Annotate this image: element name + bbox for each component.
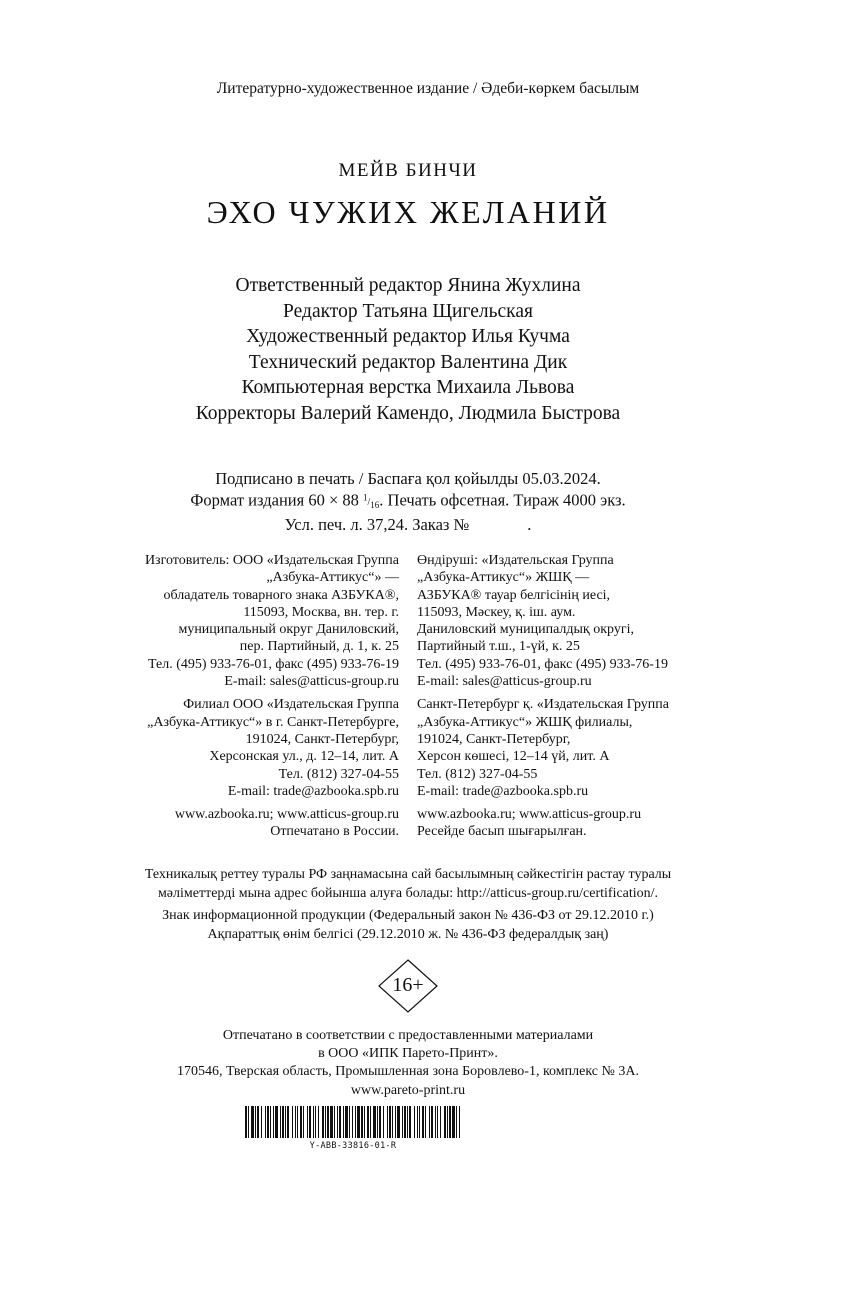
printer-website: www.pareto-print.ru — [350, 1082, 466, 1098]
barcode-bar — [275, 1106, 278, 1138]
branch-ru-line: 191024, Санкт-Петербург, — [245, 731, 399, 747]
format-prefix: Формат издания 60 × 88 — [190, 489, 359, 509]
print-info — [0, 469, 816, 535]
barcode-bar — [337, 1106, 338, 1138]
barcode-bar — [303, 1106, 304, 1138]
book-title: ЭХО ЧУЖИХ ЖЕЛАНИЙ — [206, 194, 610, 230]
barcode-bar — [377, 1106, 378, 1138]
manufacturer-kz-line: Даниловский муниципалдық округі, — [417, 622, 634, 638]
format-line — [0, 489, 816, 516]
branch-kz-email: E-mail: trade@azbooka.spb.ru — [417, 783, 589, 799]
barcode-bar — [456, 1106, 457, 1138]
barcode-bar — [313, 1106, 314, 1138]
barcode-bar — [425, 1106, 426, 1138]
barcode-bar — [404, 1106, 406, 1138]
barcode-bar — [245, 1106, 247, 1138]
info-product-sign-ru: Знак информационной продукции (Федеральный закон № 436-ФЗ от 29.12.2010 г.) — [162, 908, 654, 923]
printed-in-kz: Ресейде басып шығарылған. — [417, 824, 587, 840]
printer-line: в ООО «ИПК Парето-Принт». — [318, 1046, 498, 1062]
manufacturer-ru-line: обладатель товарного знака АЗБУКА®, — [163, 587, 399, 603]
signed-date: Подписано в печать / Баспаға қол қойылды 05.03.2024. — [215, 469, 601, 488]
branch-kz-line: „Азбука-Аттикус“» ЖШҚ филиалы, — [417, 714, 633, 730]
format-denominator: 16 — [370, 499, 380, 510]
barcode-bar — [392, 1106, 393, 1138]
barcode-bar — [334, 1106, 335, 1138]
branch-ru-email: E-mail: trade@azbooka.spb.ru — [227, 783, 399, 799]
barcode-bar — [339, 1106, 341, 1138]
barcode-bar — [267, 1106, 269, 1138]
barcode-bar — [402, 1106, 403, 1138]
barcode-bar — [417, 1106, 418, 1138]
barcode-bar — [270, 1106, 271, 1138]
barcode-bar — [273, 1106, 274, 1138]
barcode-bar — [447, 1106, 448, 1138]
barcode-bar — [449, 1106, 451, 1138]
barcode-bar — [285, 1106, 286, 1138]
manufacturer-kz-line: Өндіруші: «Издательская Группа — [417, 553, 614, 568]
barcode-bar — [361, 1106, 363, 1138]
branch-kz-line: Санкт-Петербург қ. «Издательская Группа — [417, 697, 669, 713]
barcode-bar — [297, 1106, 298, 1138]
barcode-icon — [245, 1106, 461, 1138]
barcode-bar — [292, 1106, 293, 1138]
credit-line: Редактор Татьяна Щигельская — [283, 300, 533, 322]
barcode-bar — [287, 1106, 289, 1138]
barcode-bar — [422, 1106, 424, 1138]
barcode-bar — [318, 1106, 319, 1138]
manufacturer-ru-line: Тел. (495) 933-76-01, факс (495) 933-76-19 — [148, 656, 399, 672]
websites-ru: www.azbooka.ru; www.atticus-group.ru — [174, 807, 399, 823]
barcode-bar — [352, 1106, 353, 1138]
branch-ru-line: „Азбука-Аттикус“» в г. Санкт-Петербурге, — [147, 714, 399, 730]
barcode-bar — [280, 1106, 281, 1138]
credits-list — [0, 273, 816, 426]
certification-block — [0, 866, 816, 944]
manufacturer-ru-line: Изготовитель: ООО «Издательская Группа — [144, 553, 399, 568]
book-author: МЕЙВ БИНЧИ — [338, 160, 478, 181]
barcode-bar — [345, 1106, 348, 1138]
barcode-bar — [452, 1106, 455, 1138]
sheets-text: Усл. печ. л. 37,24. Заказ № — [284, 515, 470, 535]
barcode-bar — [330, 1106, 333, 1138]
barcode-bar — [370, 1106, 371, 1138]
printer-info — [0, 1027, 816, 1100]
format-numerator: 1 — [363, 492, 368, 503]
format-fraction: $^1/_{16}$ — [363, 492, 380, 510]
barcode-bar — [364, 1106, 365, 1138]
barcode-bar — [315, 1106, 316, 1138]
barcode-bar — [459, 1106, 460, 1138]
barcode-bar — [255, 1106, 256, 1138]
manufacturer-ru-line: „Азбука-Аттикус“» — — [266, 570, 399, 586]
format-suffix: . Печать офсетная. Тираж 4000 экз. — [379, 489, 626, 509]
barcode-bar — [349, 1106, 350, 1138]
branch-kz-line: Херсон көшесі, 12–14 үй, лит. А — [417, 749, 610, 765]
branch-ru-line: Филиал ООО «Издательская Группа — [183, 697, 399, 713]
barcode-bar — [251, 1106, 254, 1138]
barcode-bar — [395, 1106, 396, 1138]
barcode-bar — [357, 1106, 360, 1138]
sheets-line — [0, 515, 816, 535]
kazakh-column — [417, 552, 717, 841]
certification-line: мәліметтерді мына адрес бойынша алуға болады: http://atticus-group.ru/certification/. — [157, 885, 659, 901]
barcode-bar — [431, 1106, 433, 1138]
barcode-bar — [295, 1106, 296, 1138]
barcode-bar — [248, 1106, 249, 1138]
barcode-bar — [383, 1106, 384, 1138]
barcode-bar — [355, 1106, 356, 1138]
manufacturer-ru-line: муниципальный округ Даниловский, — [178, 622, 399, 638]
barcode-bar — [327, 1106, 329, 1138]
barcode-bar — [429, 1106, 430, 1138]
printer-line: Отпечатано в соответствии с предоставленными материалами — [222, 1028, 594, 1043]
barcode-bar — [419, 1106, 420, 1138]
manufacturer-kz-line: 115093, Мәскеу, қ. іш. аум. — [417, 604, 576, 620]
barcode-bar — [379, 1106, 381, 1138]
credit-line: Ответственный редактор Янина Жухлина — [235, 275, 581, 296]
manufacturer-kz-line: „Азбука-Аттикус“» ЖШҚ — — [417, 570, 590, 586]
manufacturer-kz-line: Партийный т.ш., 1-үй, к. 25 — [417, 639, 580, 655]
barcode-bar — [435, 1106, 436, 1138]
barcode-bar — [265, 1106, 266, 1138]
branch-kz-line: 191024, Санкт-Петербург, — [417, 731, 571, 747]
printed-in-ru: Отпечатано в России. — [270, 824, 399, 840]
barcode-bar — [257, 1106, 259, 1138]
age-rating: 16+ — [392, 974, 424, 996]
barcode-bar — [367, 1106, 369, 1138]
barcode-bar — [282, 1106, 284, 1138]
manufacturer-ru-email: E-mail: sales@atticus-group.ru — [224, 674, 399, 690]
branch-kz-line: Тел. (812) 327-04-55 — [417, 766, 538, 782]
barcode-bar — [387, 1106, 388, 1138]
barcode-bar — [322, 1106, 324, 1138]
barcode-bar — [309, 1106, 311, 1138]
manufacturer-kz-email: E-mail: sales@atticus-group.ru — [417, 674, 592, 690]
credit-line: Компьютерная верстка Михаила Львова — [241, 377, 575, 398]
barcode-bar — [409, 1106, 411, 1138]
credit-line: Художественный редактор Илья Кучма — [246, 326, 570, 347]
russian-column — [59, 552, 399, 841]
credit-line: Корректоры Валерий Камендо, Людмила Быстрова — [195, 402, 621, 424]
barcode-bar — [300, 1106, 302, 1138]
barcode-bar — [437, 1106, 438, 1138]
barcode-bar — [407, 1106, 408, 1138]
barcode-bar — [261, 1106, 262, 1138]
barcode-bar — [389, 1106, 391, 1138]
barcode-bar — [325, 1106, 326, 1138]
manufacturer-kz-line: АЗБУКА® тауар белгісінің иесі, — [417, 587, 611, 603]
manufacturer-ru-line: 115093, Москва, вн. тер. г. — [243, 604, 399, 620]
websites-kz: www.azbooka.ru; www.atticus-group.ru — [417, 807, 642, 823]
edition-type: Литературно-художественное издание / Әдеби-көркем басылым — [216, 80, 640, 97]
manufacturer-kz-line: Тел. (495) 933-76-01, факс (495) 933-76-19 — [417, 656, 668, 672]
barcode-bar — [444, 1106, 446, 1138]
barcode-code: Y-ABB-33816-01-R — [309, 1141, 397, 1151]
sheets-end: . — [527, 515, 532, 535]
barcode-bar — [307, 1106, 308, 1138]
barcode-bar — [397, 1106, 400, 1138]
printer-address: 170546, Тверская область, Промышленная зона Боровлево-1, комплекс № 3А. — [177, 1064, 639, 1080]
info-product-sign-kz: Ақпараттық өнім белгісі (29.12.2010 ж. № 436-ФЗ федералдық заң) — [207, 926, 609, 942]
barcode-bar — [343, 1106, 344, 1138]
manufacturer-ru-line: пер. Партийный, д. 1, к. 25 — [239, 639, 399, 655]
barcode-bar — [414, 1106, 415, 1138]
branch-ru-line: Херсонская ул., д. 12–14, лит. А — [209, 749, 399, 765]
branch-ru-line: Тел. (812) 327-04-55 — [278, 766, 399, 782]
certification-line: Техникалық реттеу туралы РФ заңнамасына сай басылымның сәйкестігін растау туралы — [144, 867, 672, 882]
barcode-bar — [440, 1106, 441, 1138]
credit-line: Технический редактор Валентина Дик — [248, 351, 568, 373]
barcode-bar — [373, 1106, 376, 1138]
